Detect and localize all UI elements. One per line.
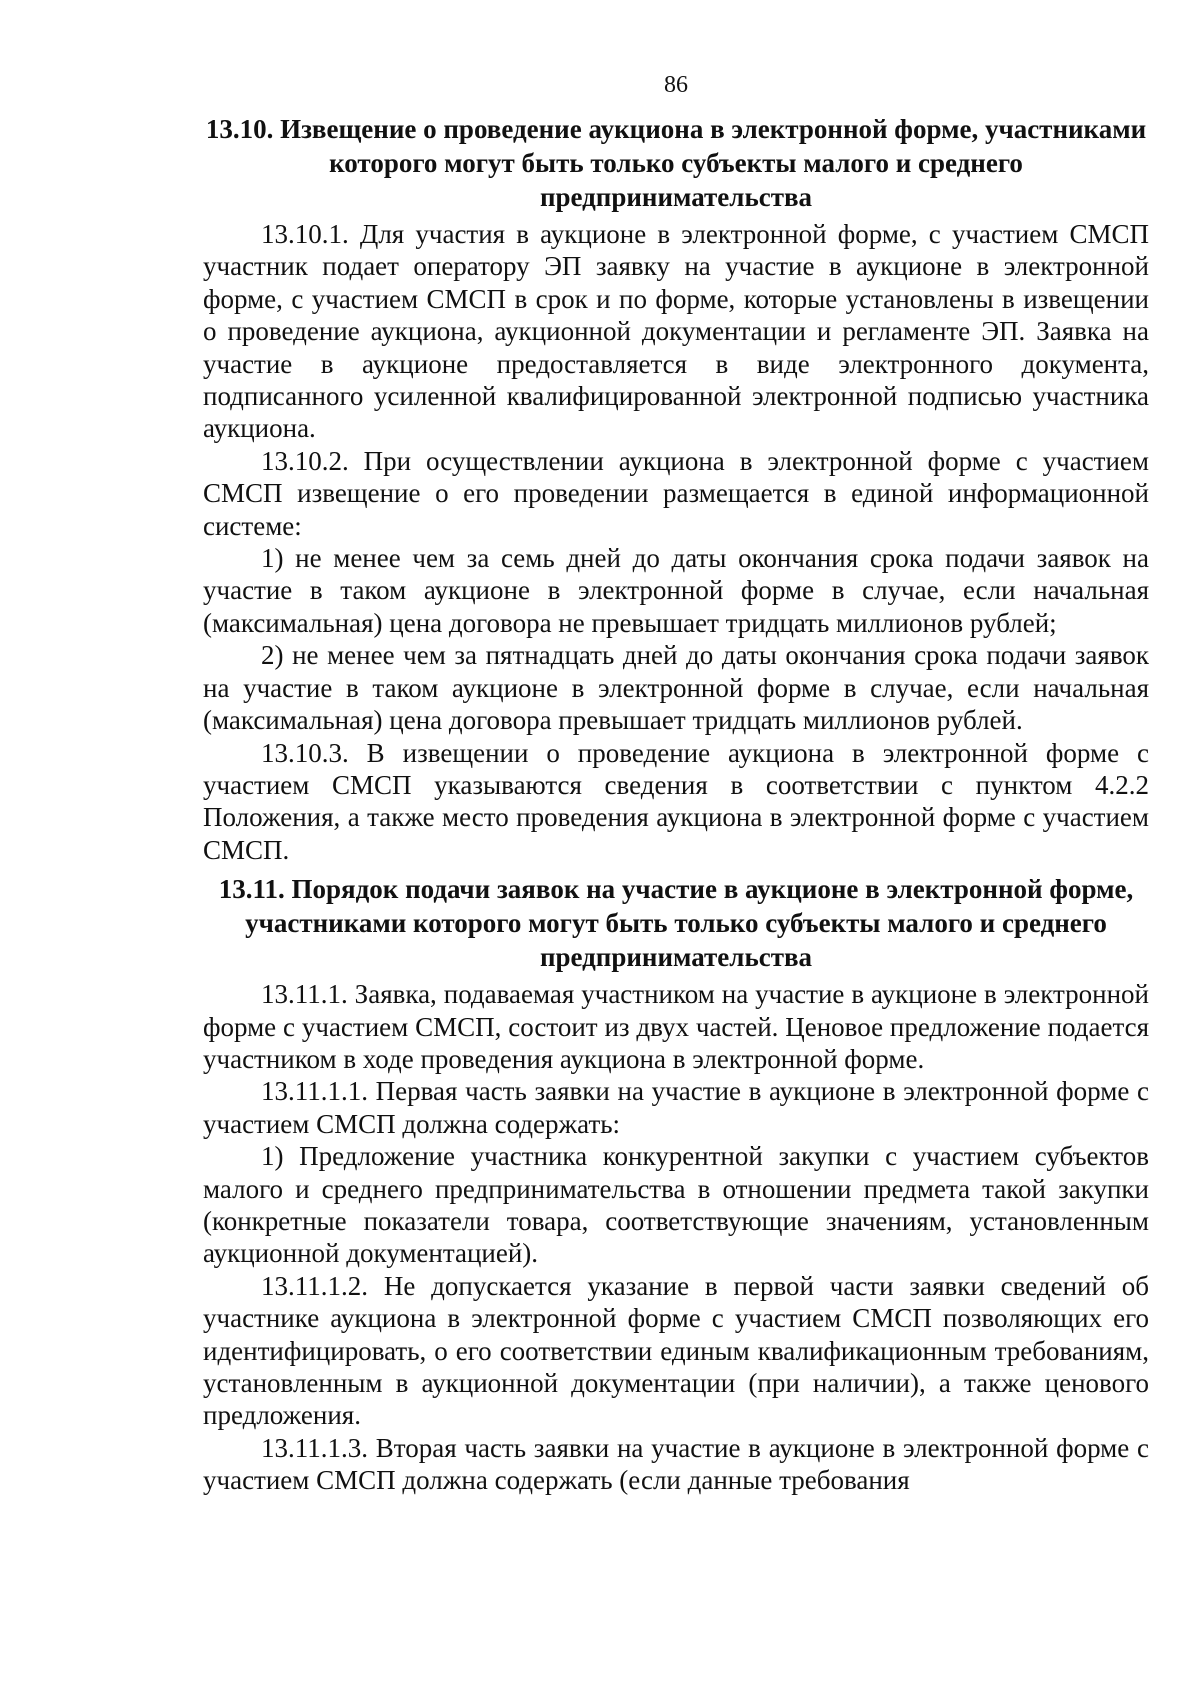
section-heading: 13.10. Извещение о проведение аукциона в электронной форме, участниками которого могут быть только субъекты малого и среднего предпринимательства [205,114,1147,212]
section-heading: 13.11. Порядок подачи заявок на участие в аукционе в электронной форме, участниками которого могут быть только субъекты малого и среднего предпринимательства [218,874,1134,973]
paragraph: 13.11.1. Заявка, подаваемая участником на участие в аукционе в электронной форме с участием СМСП, состоит из двух частей. Ценовое предложение подается участником в ходе проведения аукциона в электронной форме. [203,979,1149,1074]
document-page [203,70,1149,1497]
list-item: 1) не менее чем за семь дней до даты окончания срока подачи заявок на участие в таком аукционе в электронной форме в случае, если начальная (максимальная) цена договора не превышает тридцать миллионов рублей; [203,543,1149,638]
section-13-10 [203,106,1149,866]
list-item: 1) Предложение участника конкурентной закупки с участием субъектов малого и среднего предпринимательства в отношении предмета такой закупки (конкретные показатели товара, соответствующие значениям, установленным аукционной документацией). [203,1141,1149,1269]
paragraph: 13.10.3. В извещении о проведение аукциона в электронной форме с участием СМСП указываются сведения в соответствии с пунктом 4.2.2 Положения, а также место проведения аукциона в электронной форме с участием СМСП. [203,737,1149,865]
section-13-11 [203,866,1149,1497]
list-item: 2) не менее чем за пятнадцать дней до даты окончания срока подачи заявок на участие в таком аукционе в электронной форме в случае, если начальная (максимальная) цена договора превышает тридцать миллионов рублей. [203,640,1149,736]
paragraph: 13.11.1.2. Не допускается указание в первой части заявки сведений об участнике аукциона в электронной форме с участием СМСП позволяющих его идентифицировать, о его соответствии единым квалификационным требованиям, установленным в аукционной документации (при наличии), а также ценового предложения. [203,1270,1149,1431]
paragraph: 13.11.1.1. Первая часть заявки на участие в аукционе в электронной форме с участием СМСП должна содержать: [203,1076,1149,1139]
paragraph: 13.10.2. При осуществлении аукциона в электронной форме с участием СМСП извещение о его проведении размещается в единой информационной системе: [203,445,1149,541]
paragraph: 13.10.1. Для участия в аукционе в электронной форме, с участием СМСП участник подает оператору ЭП заявку на участие в аукционе в электронной форме, с участием СМСП в срок и по форме, которые установлены в извещении о проведение аукциона, аукционной документации и регламенте ЭП. Заявка на участие в аукционе предоставляется в виде электронного документа, подписанного усиленной квалифицированной электронной подписью участника аукциона. [203,219,1149,444]
page-number: 86 [664,72,688,98]
paragraph: 13.11.1.3. Вторая часть заявки на участие в аукционе в электронной форме с участием СМСП должна содержать (если данные требования [203,1432,1149,1496]
